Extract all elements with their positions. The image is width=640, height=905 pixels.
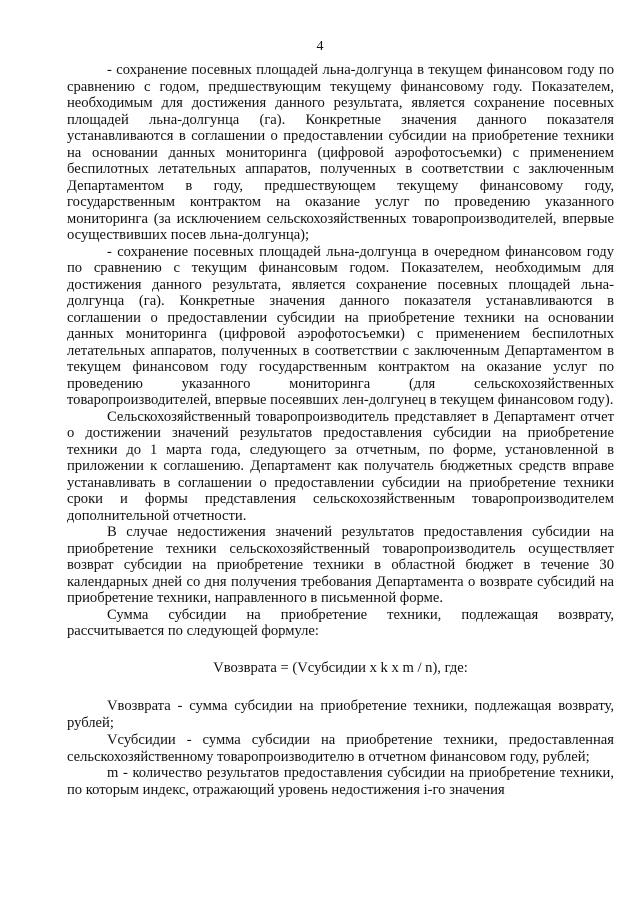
paragraph-report: Сельскохозяйственный товаропроизводитель представляет в Департамент отчет о достижении значений результатов предоставления субсидии на приобретение техники до 1 марта года, следующего за отчетным, по форме, установленной в приложении к соглашению. Департамент как получатель бюджетных средств вправе устанавливать в соглашении о предоставлении субсидии на приобретение техники сроки и формы представления сельскохозяйственным товаропроизводителем дополнительной отчетности. bbox=[67, 408, 614, 524]
refund-formula: Vвозврата = (Vсубсидии x k x m / n), где: bbox=[213, 659, 468, 676]
document-body bbox=[67, 62, 614, 798]
paragraph-flax-next-year: - сохранение посевных площадей льна-долгунца в очередном финансовом году по сравнению с текущим финансовым годом. Показателем, необходимым для достижения данного результата, является сохранение посевных площадей льна-долгунца (га). Конкретные значения данного показателя устанавливаются в соглашении о предоставлении субсидии на приобретение техники на основании данных мониторинга (цифровой аэрофотосъемки) с применением беспилотных летательных аппаратов, полученных в соответствии с заключенным Департаментом в текущем финансовом году государственным контрактом на оказание услуг по проведению указанного мониторинга (для сельскохозяйственных товаропроизводителей, впервые посеявших лен-долгунец в текущем финансовом году). bbox=[67, 243, 614, 408]
paragraph-refund: В случае недостижения значений результатов предоставления субсидии на приобретение техники сельскохозяйственный товаропроизводитель осуществляет возврат субсидии на приобретение техники в областной бюджет в течение 30 календарных дней со дня получения требования Департамента о возврате субсидий на приобретение техники, направленного в письменной форме. bbox=[67, 524, 614, 606]
definition-m: m - количество результатов предоставления субсидии на приобретение техники, по которым индекс, отражающий уровень недостижения i-го значения bbox=[67, 765, 614, 798]
definition-v-refund: Vвозврата - сумма субсидии на приобретение техники, подлежащая возврату, рублей; bbox=[67, 698, 614, 731]
page-number: 4 bbox=[316, 39, 324, 54]
paragraph-formula-intro: Сумма субсидии на приобретение техники, подлежащая возврату, рассчитывается по следующей формуле: bbox=[67, 606, 614, 639]
paragraph-flax-current-year: - сохранение посевных площадей льна-долгунца в текущем финансовом году по сравнению с годом, предшествующим текущему финансовому году. Показателем, необходимым для достижения данного результата, является сохранение посевных площадей льна-долгунца (га). Конкретные значения данного показателя устанавливаются в соглашении о предоставлении субсидии на приобретение техники на основании данных мониторинга (цифровой аэрофотосъемки) с применением беспилотных летательных аппаратов, полученных в соответствии с заключенным Департаментом в году, предшествующем текущему финансовому году, государственным контрактом на оказание услуг по проведению указанного мониторинга (за исключением сельскохозяйственных товаропроизводителей, впервые осуществивших посев льна-долгунца); bbox=[67, 62, 614, 243]
definition-v-subsidy: Vсубсидии - сумма субсидии на приобретение техники, предоставленная сельскохозяйственному товаропроизводителю в отчетном финансовом году, рублей; bbox=[67, 732, 614, 765]
